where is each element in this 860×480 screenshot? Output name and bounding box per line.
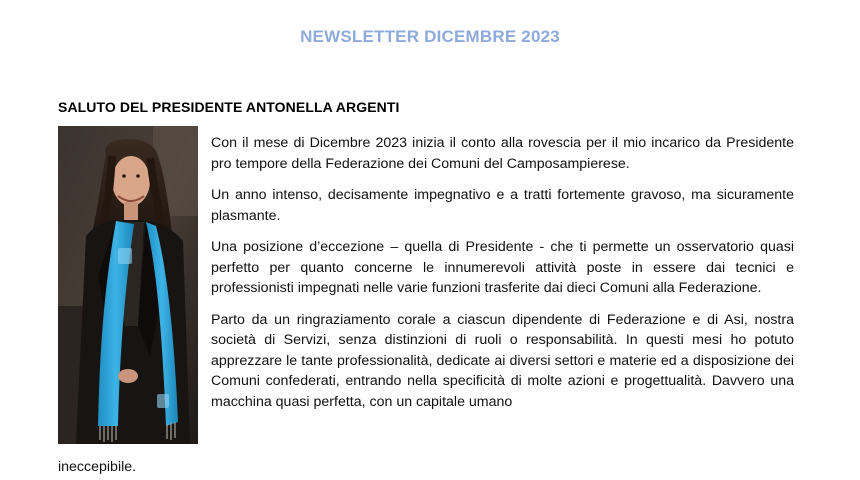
article-paragraph-3: Una posizione d’eccezione – quella di Presidente - che ti permette un osservatorio quasi perfetto per quanto concerne le innumerevoli attività poste in essere dai tecnici e professionisti impegnati nelle varie funzioni trasferite dai dieci Comuni alla Federazione. <box>211 239 794 296</box>
article-paragraph-4-tail: ineccepibile. <box>58 459 137 475</box>
article-heading: SALUTO DEL PRESIDENTE ANTONELLA ARGENTI <box>58 99 400 115</box>
article-body <box>211 133 794 423</box>
article-paragraph-4: Parto da un ringraziamento corale a ciascun dipendente di Federazione e di Asi, nostra società di Servizi, senza distinzioni di ruoli o responsabilità. In questi mesi ho potuto apprezzare le tante professionalità, dedicate ai diversi settori e materie ed a disposizione dei Comuni confederati, entrando nella specificità di molte azioni e progettualità. Davvero una macchina quasi perfetta, con un capitale umano <box>211 311 794 410</box>
article-paragraph-1: Con il mese di Dicembre 2023 inizia il conto alla rovescia per il mio incarico da Presidente pro tempore della Federazione dei Comuni del Camposampierese. <box>211 135 794 172</box>
newsletter-title: NEWSLETTER DICEMBRE 2023 <box>300 27 560 46</box>
president-photo <box>58 126 198 444</box>
article-paragraph-2: Un anno intenso, decisamente impegnativo e a tratti fortemente gravoso, ma sicuramente plasmante. <box>211 187 794 224</box>
